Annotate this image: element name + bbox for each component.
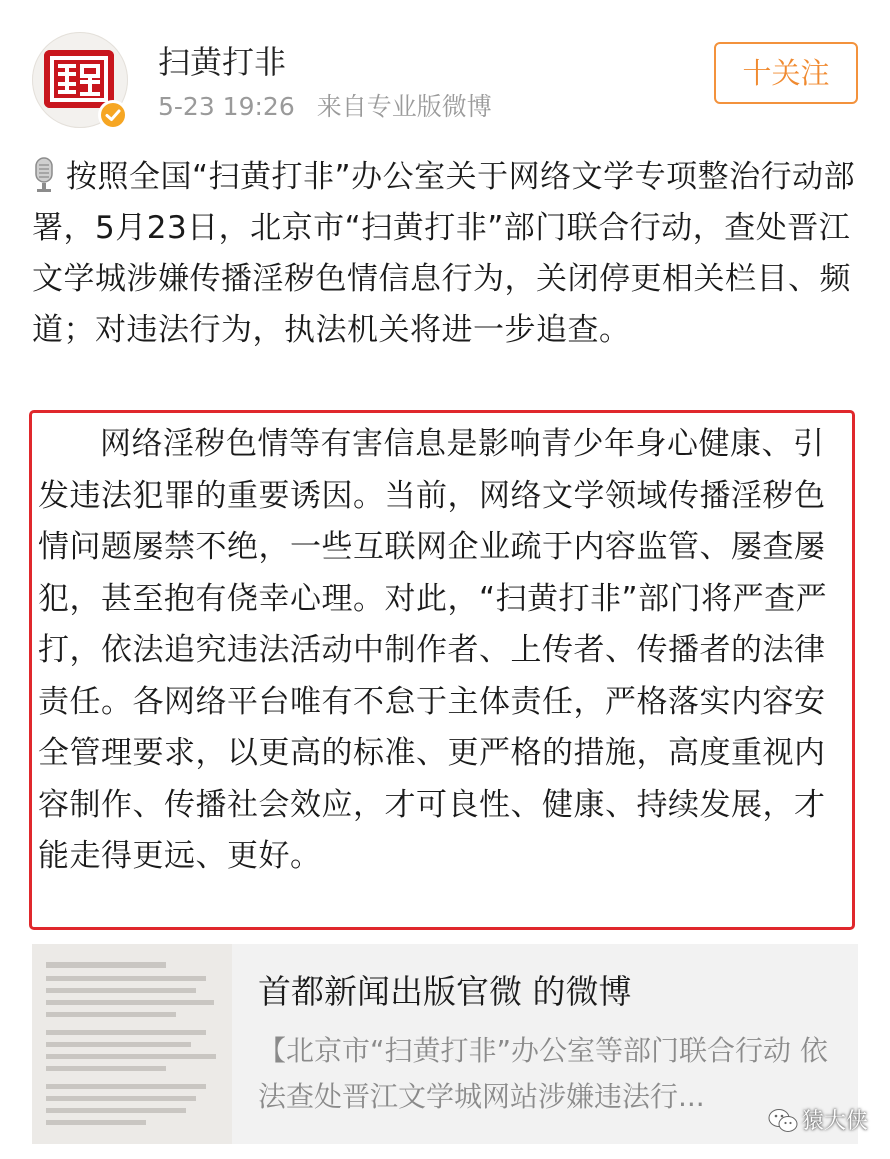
shared-card-description: 【北京市“扫黄打非”办公室等部门联合行动 依法查处晋江文学城网站涉嫌违法行... (258, 1034, 828, 1113)
highlight-box (29, 410, 855, 930)
verified-badge-icon (98, 100, 128, 130)
post-timestamp: 5-23 19:26 (158, 92, 295, 121)
seal-logo-icon (44, 50, 114, 108)
post-meta (158, 90, 492, 124)
watermark-text: 猿大侠 (802, 1109, 869, 1134)
post-intro (32, 152, 858, 356)
account-name[interactable]: 扫黄打非 (158, 43, 287, 81)
shared-weibo-card[interactable] (32, 944, 858, 1144)
post-source[interactable]: 来自专业版微博 (316, 92, 492, 121)
post-intro-text: 按照全国“扫黄打非”办公室关于网络文学专项整治行动部署，5月23日，北京市“扫黄打非”部门联合行动，查处晋江文学城涉嫌传播淫秽色情信息行为，关闭停更相关栏目、频道；对违法行为，执法机关将进一步追查。 (32, 159, 856, 348)
microphone-icon (32, 157, 56, 193)
watermark (768, 1104, 868, 1140)
blurred-document-thumbnail[interactable] (32, 944, 232, 1144)
wechat-icon (768, 1108, 798, 1134)
highlight-text: 网络淫秽色情等有害信息是影响青少年身心健康、引发违法犯罪的重要诱因。当前，网络文学领域传播淫秽色情问题屡禁不绝，一些互联网企业疏于内容监管、屡查屡犯，甚至抱有侥幸心理。对此，“扫黄打非”部门将严查严打，依法追究违法活动中制作者、上传者、传播者的法律责任。各网络平台唯有不怠于主体责任，严格落实内容安全管理要求，以更高的标准、更严格的措施，高度重视内容制作、传播社会效应，才可良性、健康、持续发展，才能走得更远、更好。 (38, 426, 828, 874)
follow-button[interactable]: 十关注 (714, 42, 858, 104)
shared-card-title: 首都新闻出版官微 的微博 (258, 972, 632, 1011)
